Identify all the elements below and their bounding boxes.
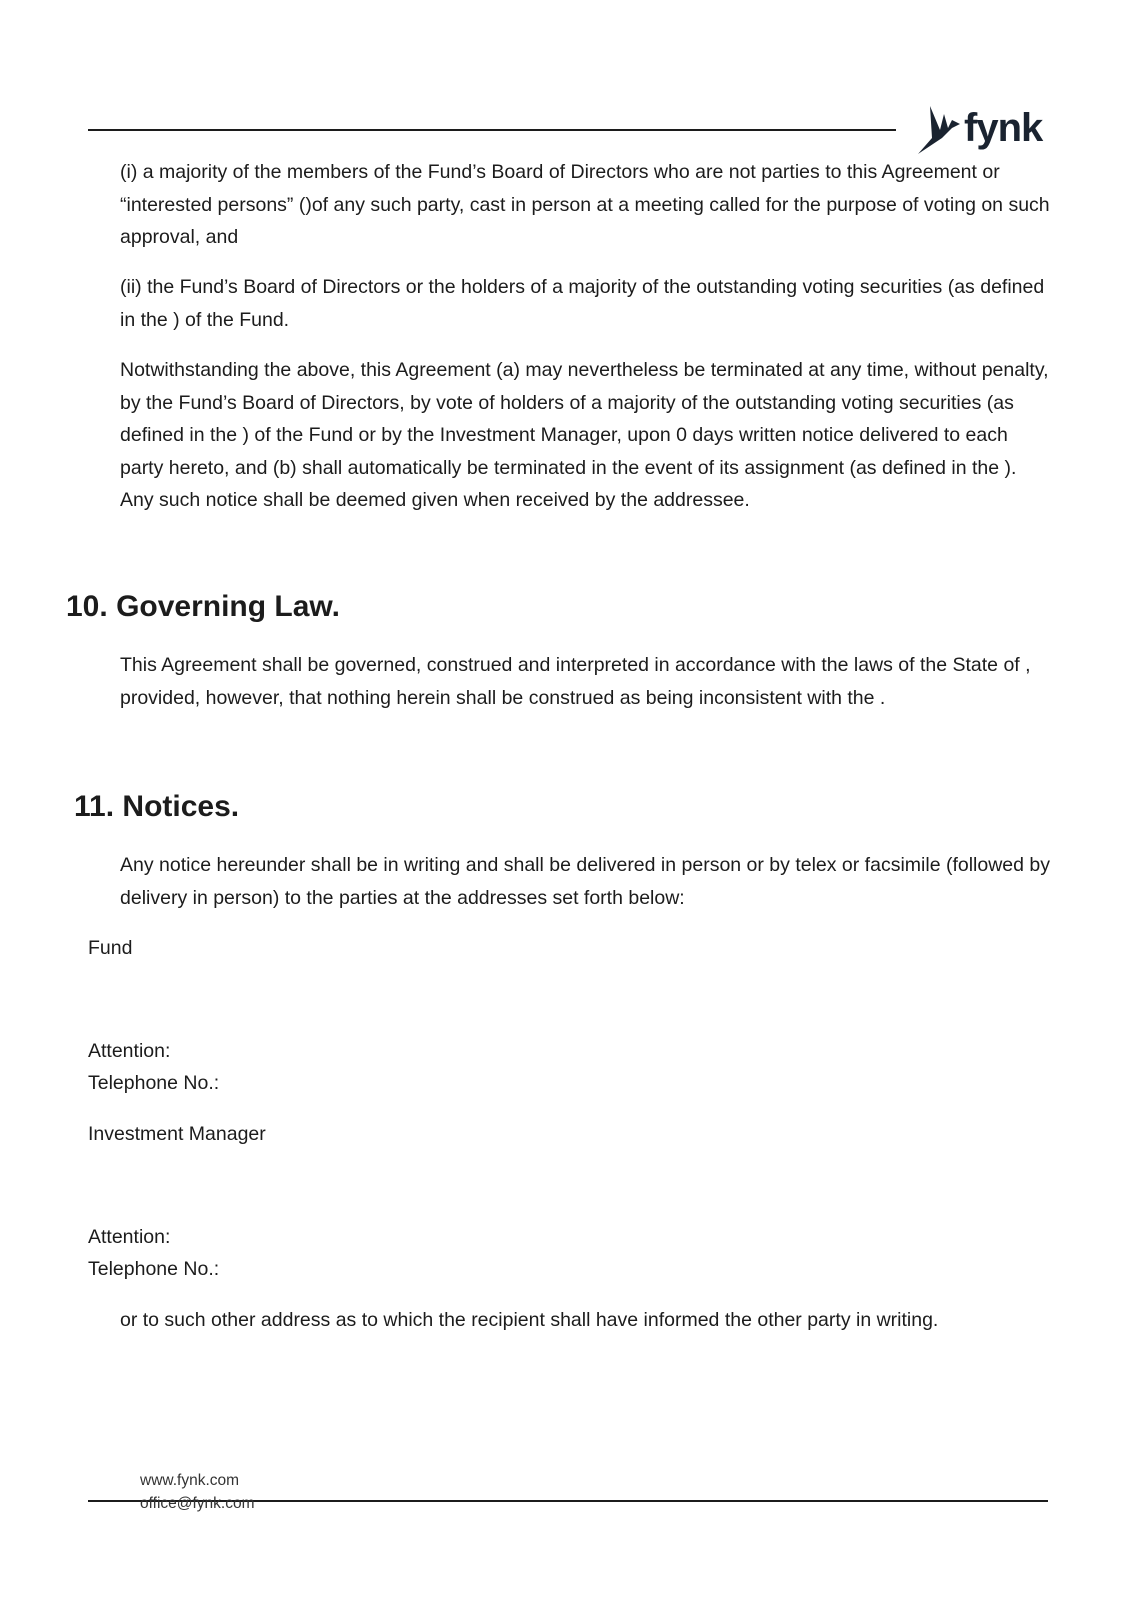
- bird-logo-icon: [918, 104, 966, 158]
- section-11-title: Notices.: [122, 790, 240, 823]
- header-divider: [88, 129, 896, 131]
- investment-manager-label: Investment Manager: [88, 1123, 266, 1145]
- paragraph-item-ii: (ii) the Fund’s Board of Directors or the holders of a majority of the outstanding voting securities (as defined in the ) of the Fund.: [120, 276, 1045, 331]
- section-10-heading: [66, 592, 340, 622]
- section-11-heading: [74, 792, 239, 822]
- logo-wordmark: fynk: [964, 106, 1043, 150]
- section-11-text: Any notice hereunder shall be in writing and shall be delivered in person or by telex or facsimile (followed by delivery in person) to the parties at the addresses set forth below:: [120, 854, 1051, 909]
- footer-email: office@fynk.com: [140, 1495, 255, 1512]
- fynk-logo: [918, 104, 1050, 160]
- fund-attention-label: Attention:: [88, 1040, 171, 1062]
- section-10-title: Governing Law.: [116, 590, 340, 623]
- section-10-number: 10.: [66, 590, 108, 623]
- fund-label: Fund: [88, 937, 133, 959]
- footer-website: www.fynk.com: [140, 1472, 240, 1489]
- paragraph-notwithstanding: Notwithstanding the above, this Agreement (a) may nevertheless be terminated at any time, without penalty, by the Fund’s Board of Directors, by vote of holders of a majority of the outstanding voting securities (as defined in the ) of the Fund or by the Investment Manager, upon 0 days written notice delivered to each party hereto, and (b) shall automatically be terminated in the event of its assignment (as defined in the ). Any such notice shall be deemed given when received by the addressee.: [120, 359, 1049, 511]
- paragraph-item-i: (i) a majority of the members of the Fund’s Board of Directors who are not parties to this Agreement or “interested persons” ()of any such party, cast in person at a meeting called for the purpose of voting on such approval, and: [120, 161, 1050, 248]
- section-11-number: 11.: [74, 790, 115, 823]
- closing-paragraph: or to such other address as to which the recipient shall have informed the other party in writing.: [120, 1309, 939, 1331]
- manager-attention-label: Attention:: [88, 1226, 171, 1248]
- fund-telephone-label: Telephone No.:: [88, 1072, 220, 1094]
- section-10-text: This Agreement shall be governed, construed and interpreted in accordance with the laws of the State of , provided, however, that nothing herein shall be construed as being inconsistent with the .: [120, 654, 1031, 709]
- manager-telephone-label: Telephone No.:: [88, 1258, 220, 1280]
